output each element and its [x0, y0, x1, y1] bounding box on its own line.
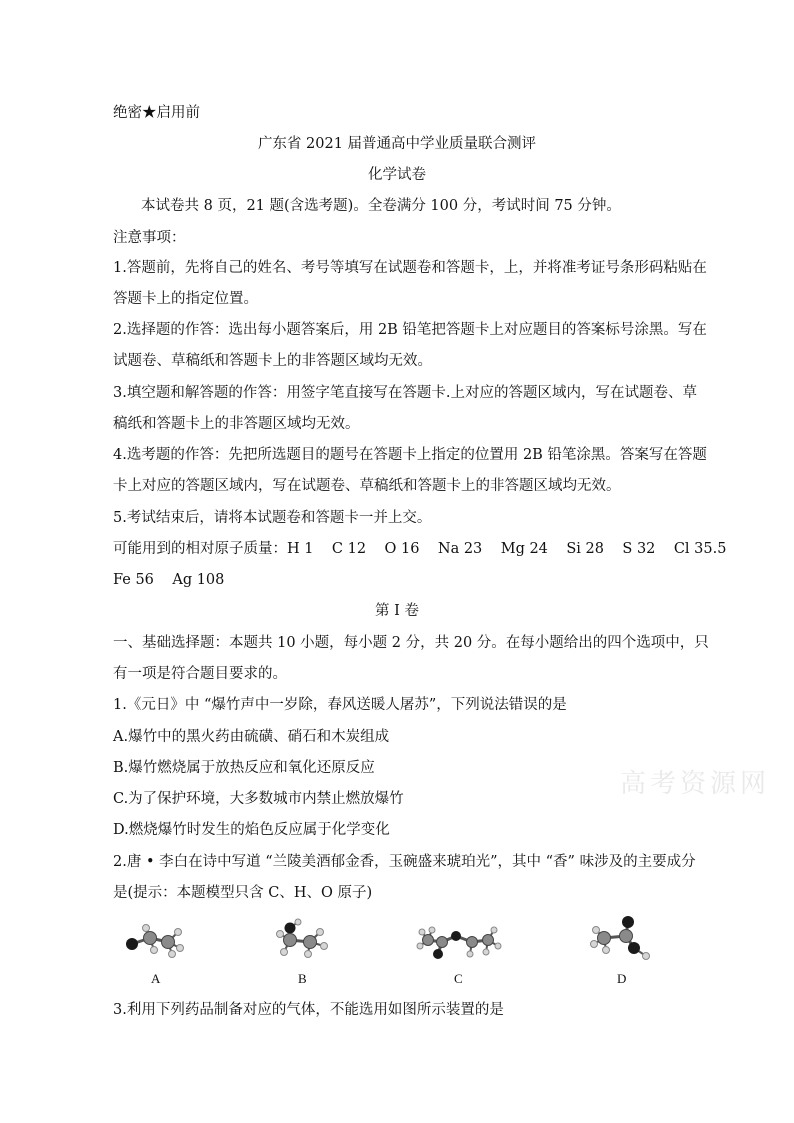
- exam-title: 广东省 2021 届普通高中学业质量联合测评: [257, 136, 537, 152]
- question-3-stem: 3.利用下列药品制备对应的气体，不能选用如图所示装置的是: [113, 1002, 504, 1018]
- part1-instructions: 一、基础选择题：本题共 10 小题，每小题 2 分，共 20 分。在每小题给出的四个选项中，只: [113, 635, 709, 651]
- subject-title: 化学试卷: [368, 167, 426, 183]
- notice-line: 5.考试结束后，请将本试题卷和答题卡一并上交。: [113, 510, 432, 526]
- molecule-model-c: [414, 918, 504, 970]
- secret-label: 绝密★启用前: [113, 105, 200, 121]
- notice-line: 2.选择题的作答：选出每小题答案后，用 2B 铅笔把答题卡上对应题目的答案标号涂黑。写在: [113, 322, 707, 338]
- notice-line: 1.答题前，先将自己的姓名、考号等填写在试题卷和答题卡，上，并将准考证号条形码粘贴在: [113, 260, 707, 276]
- notice-line: 3.填空题和解答题的作答：用签字笔直接写在答题卡.上对应的答题区域内，写在试题卷、草: [113, 385, 697, 401]
- notice-heading: 注意事项：: [113, 230, 186, 246]
- question-1-option-c: C.为了保护环境，大多数城市内禁止燃放爆竹: [113, 791, 404, 807]
- molecule-label-a: A: [151, 971, 161, 986]
- notice-line: 稿纸和答题卡上的非答题区域均无效。: [113, 416, 360, 432]
- exam-intro: 本试卷共 8 页，21 题(含选考题)。全卷满分 100 分，考试时间 75 分钟。: [141, 198, 621, 214]
- molecule-model-b: [268, 918, 338, 970]
- notice-line: 卡上对应的答题区域内，写在试题卷、草稿纸和答题卡上的非答题区域均无效。: [113, 478, 621, 494]
- question-1-option-d: D.燃烧爆竹时发生的焰色反应属于化学变化: [113, 822, 390, 838]
- molecule-label-b: B: [298, 971, 307, 986]
- question-2-stem-cont: 是(提示：本题模型只含 C、H、O 原子): [113, 885, 373, 901]
- notice-line: 答题卡上的指定位置。: [113, 291, 258, 307]
- watermark: 高考资源网: [620, 769, 771, 799]
- molecule-label-c: C: [454, 971, 463, 986]
- notice-line: 试题卷、草稿纸和答题卡上的非答题区域均无效。: [113, 353, 432, 369]
- notice-line: 4.选考题的作答：先把所选题目的题号在答题卡上指定的位置用 2B 铅笔涂黑。答案写在答题: [113, 447, 707, 463]
- question-1-option-a: A.爆竹中的黑火药由硫磺、硝石和木炭组成: [113, 729, 390, 745]
- part1-instructions-cont: 有一项是符合题目要求的。: [113, 666, 287, 682]
- atomic-masses-line1: 可能用到的相对原子质量：H 1 C 12 O 16 Na 23 Mg 24 Si 28 S 32 Cl 35.5: [113, 541, 727, 557]
- atomic-masses-line2: Fe 56 Ag 108: [113, 572, 225, 588]
- question-1-option-b: B.爆竹燃烧属于放热反应和氧化还原反应: [113, 760, 375, 776]
- volume-heading: 第 I 卷: [375, 603, 419, 619]
- question-2-stem: 2.唐 • 李白在诗中写道 “兰陵美酒郁金香，玉碗盛来琥珀光”，其中 “香” 味涉及的主要成分: [113, 854, 696, 870]
- molecule-model-a: [118, 920, 198, 970]
- molecule-model-d: [582, 910, 662, 970]
- question-1-stem: 1.《元日》中 “爆竹声中一岁除，春风送暖人屠苏”，下列说法错误的是: [113, 697, 567, 713]
- molecule-label-d: D: [617, 971, 627, 986]
